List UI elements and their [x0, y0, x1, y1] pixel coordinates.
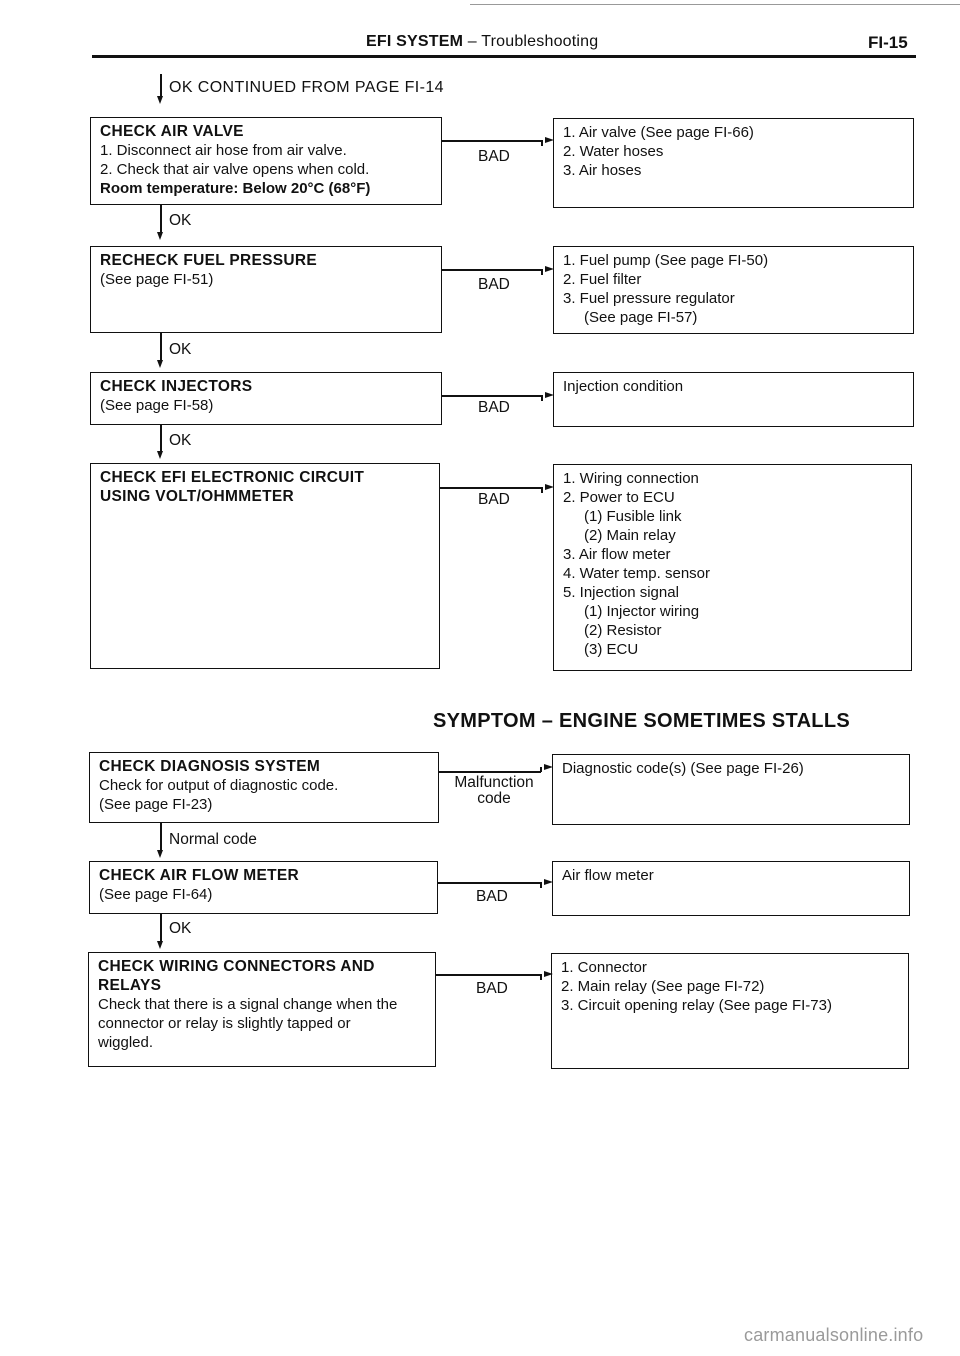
arrow-down-icon [157, 850, 163, 858]
branch-line [541, 269, 543, 275]
branch-label-line: code [477, 790, 511, 807]
result-box [551, 953, 909, 1069]
branch-label: BAD [476, 980, 508, 997]
result-line: 2. Fuel filter [563, 271, 642, 288]
result-line: 1. Wiring connection [563, 470, 699, 487]
result-line: 3. Air hoses [563, 162, 642, 179]
watermark-text: carmanualsonline.info [744, 1325, 924, 1345]
connector-line [160, 205, 162, 232]
ok-label: OK [169, 432, 192, 449]
header-rule [92, 55, 916, 58]
result-line: 2. Main relay (See page FI-72) [561, 978, 765, 995]
page-title: EFI SYSTEM – Troubleshooting [366, 33, 599, 50]
result-line: (2) Resistor [584, 622, 662, 639]
connector-line [160, 823, 162, 850]
check-line: 2. Check that air valve opens when cold. [100, 161, 370, 178]
check-title: CHECK INJECTORS [100, 378, 253, 395]
connector-line [160, 914, 162, 941]
result-line: Air flow meter [562, 867, 654, 884]
check-air-valve-box [90, 117, 442, 205]
symptom-heading: SYMPTOM – ENGINE SOMETIMES STALLS [433, 710, 850, 732]
check-line: connector or relay is slightly tapped or [98, 1015, 351, 1032]
page-number: FI-15 [868, 33, 908, 52]
result-line: 5. Injection signal [563, 584, 679, 601]
branch-label [448, 775, 540, 807]
result-line: 3. Fuel pressure regulator [563, 290, 735, 307]
branch-line [540, 767, 542, 772]
connector-line [160, 425, 162, 451]
branch-line [439, 771, 541, 773]
recheck-fuel-pressure-box [90, 246, 442, 333]
branch-label: BAD [478, 276, 510, 293]
result-line: 1. Fuel pump (See page FI-50) [563, 252, 769, 269]
branch-label: BAD [478, 148, 510, 165]
branch-line [541, 140, 543, 146]
branch-label-line: Malfunction [454, 774, 534, 791]
result-line: Diagnostic code(s) (See page FI-26) [562, 760, 804, 777]
check-title: CHECK EFI ELECTRONIC CIRCUIT [100, 469, 365, 486]
branch-line [540, 882, 542, 888]
check-line: (See page FI-23) [99, 796, 213, 813]
branch-line [442, 395, 542, 397]
branch-line [440, 487, 542, 489]
check-title: CHECK DIAGNOSIS SYSTEM [99, 758, 321, 775]
result-line: Injection condition [563, 378, 684, 395]
branch-line [541, 395, 543, 401]
result-line: (2) Main relay [584, 527, 676, 544]
result-line: 3. Air flow meter [563, 546, 671, 563]
connector-line [160, 333, 162, 360]
arrow-down-icon [157, 360, 163, 368]
branch-label: BAD [478, 399, 510, 416]
branch-line [442, 269, 542, 271]
check-line: wiggled. [98, 1034, 154, 1051]
check-line: (See page FI-64) [99, 886, 213, 903]
branch-line [541, 487, 543, 493]
result-box [553, 118, 914, 208]
result-box [553, 246, 914, 334]
result-box [552, 861, 910, 916]
check-efi-circuit-box [90, 463, 440, 669]
normal-code-label: Normal code [169, 831, 257, 848]
ok-label: OK [169, 341, 192, 358]
check-line: Check that there is a signal change when the [98, 996, 398, 1013]
top-thin-rule [470, 4, 960, 5]
continued-label: OK CONTINUED FROM PAGE FI-14 [169, 79, 444, 96]
check-title: USING VOLT/OHMMETER [100, 488, 294, 505]
check-diagnosis-system-box [89, 752, 439, 823]
connector-line [160, 74, 162, 96]
arrow-down-icon [157, 941, 163, 949]
check-title: CHECK AIR FLOW METER [99, 867, 300, 884]
result-line: 1. Air valve (See page FI-66) [563, 124, 754, 141]
result-line: (3) ECU [584, 641, 639, 658]
check-title: RECHECK FUEL PRESSURE [100, 252, 318, 269]
check-line: Check for output of diagnostic code. [99, 777, 339, 794]
result-line: 1. Connector [561, 959, 647, 976]
result-line: 2. Power to ECU [563, 489, 675, 506]
branch-line [438, 882, 541, 884]
arrow-down-icon [157, 451, 163, 459]
check-line: (See page FI-58) [100, 397, 214, 414]
result-box [552, 754, 910, 825]
branch-label: BAD [476, 888, 508, 905]
result-box [553, 464, 912, 671]
check-title: CHECK WIRING CONNECTORS AND [98, 958, 375, 975]
result-line: (1) Fusible link [584, 508, 682, 525]
check-title: CHECK AIR VALVE [100, 123, 244, 140]
result-box [553, 372, 914, 427]
branch-line [436, 974, 541, 976]
result-line: (1) Injector wiring [584, 603, 700, 620]
ok-label: OK [169, 212, 192, 229]
branch-line [442, 140, 542, 142]
arrow-down-icon [157, 96, 163, 104]
result-line: (See page FI-57) [584, 309, 698, 326]
result-line: 4. Water temp. sensor [563, 565, 710, 582]
check-spec: Room temperature: Below 20°C (68°F) [100, 180, 371, 197]
check-air-flow-meter-box [89, 861, 438, 914]
branch-label: BAD [478, 491, 510, 508]
check-wiring-connectors-box [88, 952, 436, 1067]
result-line: 3. Circuit opening relay (See page FI-73) [561, 997, 832, 1014]
check-title: RELAYS [98, 977, 162, 994]
check-injectors-box [90, 372, 442, 425]
branch-line [540, 974, 542, 980]
ok-label: OK [169, 920, 192, 937]
arrow-down-icon [157, 232, 163, 240]
check-line: (See page FI-51) [100, 271, 214, 288]
result-line: 2. Water hoses [563, 143, 664, 160]
check-line: 1. Disconnect air hose from air valve. [100, 142, 347, 159]
